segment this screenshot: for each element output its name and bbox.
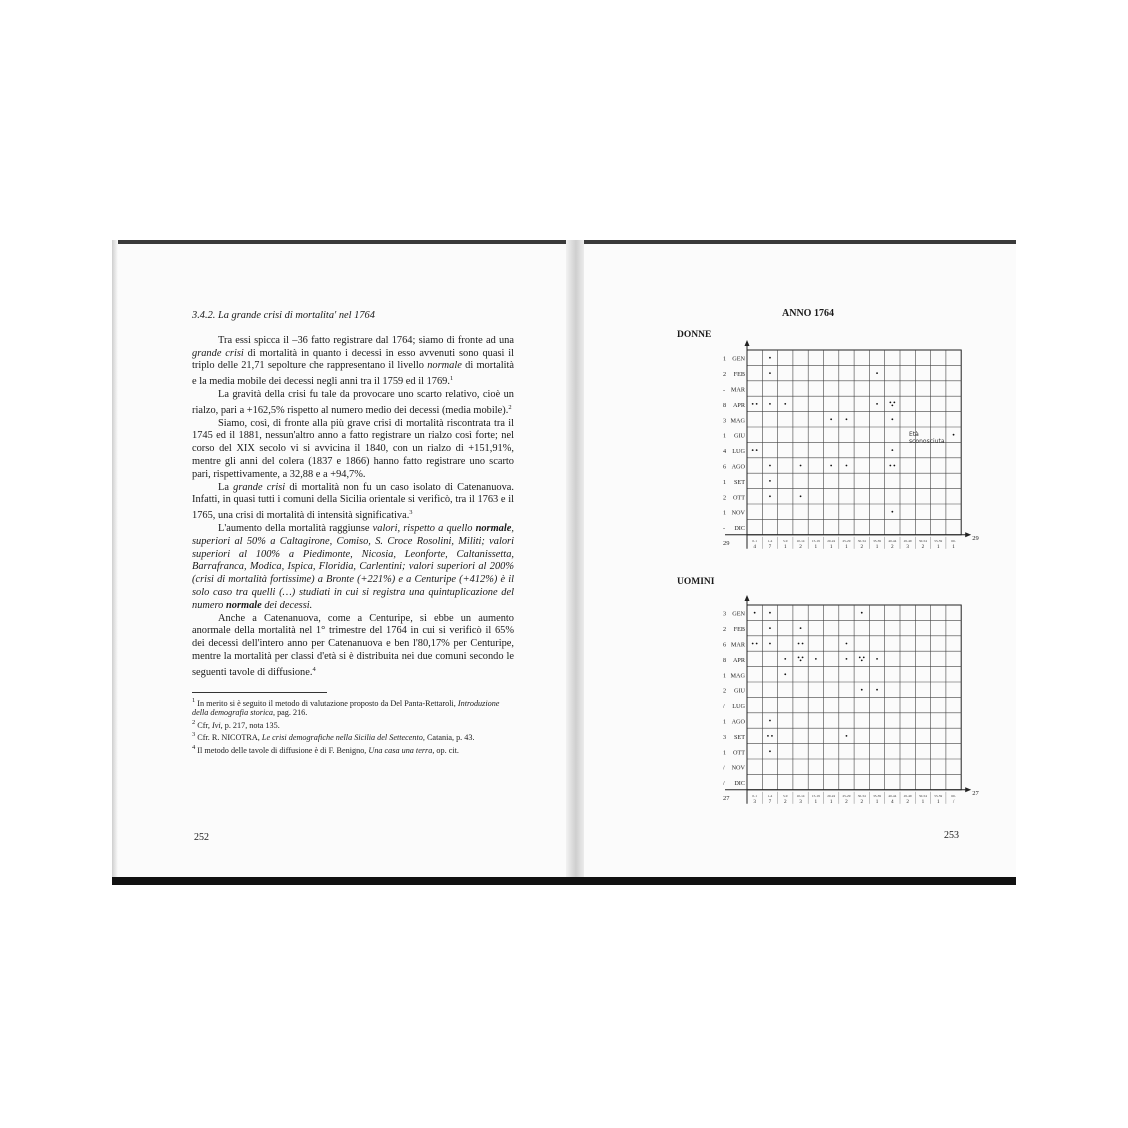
- donne-month-label: NOV: [731, 509, 745, 517]
- donne-age-count: 1: [936, 543, 940, 550]
- donne-death-point: [893, 465, 895, 467]
- uomini-month-label: APR: [732, 656, 745, 664]
- donne-death-point: [769, 357, 771, 359]
- donne-x-arrow: [965, 532, 971, 537]
- chart-main-title: ANNO 1764: [782, 308, 834, 319]
- paragraph-4: [192, 482, 514, 523]
- donne-death-point: [769, 403, 771, 405]
- uomini-age-label: 35-39: [873, 793, 882, 798]
- donne-age-count: 1: [814, 543, 818, 550]
- uomini-month-label: GIU: [734, 687, 745, 695]
- uomini-death-point: [767, 735, 769, 737]
- uomini-month-label: DIC: [734, 780, 745, 788]
- uomini-age-count: /: [952, 798, 955, 805]
- donne-age-label: 60-: [951, 538, 956, 543]
- donne-age-count: 1: [845, 543, 848, 550]
- uomini-month-count: 8: [723, 656, 727, 664]
- uomini-month-label: FEB: [733, 626, 745, 634]
- uomini-month-count: 3: [723, 733, 727, 741]
- footnotes: [192, 696, 514, 756]
- donne-month-label: GEN: [732, 355, 745, 363]
- donne-month-count: -: [723, 525, 726, 533]
- donne-month-count: 8: [723, 401, 727, 409]
- donne-death-point: [876, 372, 878, 374]
- footnote-number: 2: [192, 718, 196, 726]
- chart-uomini: [702, 595, 979, 820]
- donne-death-point: [891, 418, 893, 420]
- donne-month-label: GIU: [734, 432, 745, 440]
- p4-text-2: di mortalità non fu un caso isolato di Catenanuova. Infatti, in quasi tutti i comuni della Sicilia orientale si verificò, tra il 1763 e il 1765, una crisi di mortalità di intensità significativa.: [192, 481, 514, 522]
- footnote-ref: 3: [409, 509, 413, 517]
- uomini-death-point: [754, 612, 756, 614]
- uomini-age-label: 50-54: [918, 793, 927, 798]
- donne-month-count: 6: [723, 463, 727, 471]
- page-number-right: 253: [944, 830, 959, 841]
- paragraph-6: [192, 613, 514, 680]
- uomini-death-point: [769, 627, 771, 629]
- uomini-age-count: 1: [936, 798, 940, 805]
- donne-age-label: 1-4: [767, 538, 773, 543]
- uomini-month-count: 2: [723, 687, 727, 695]
- footnote-1: [192, 696, 514, 718]
- uomini-age-count: 1: [921, 798, 925, 805]
- paragraph-1: [192, 335, 514, 389]
- donne-month-label: DIC: [734, 525, 745, 533]
- uomini-month-label: OTT: [732, 749, 745, 757]
- donne-death-point: [830, 465, 832, 467]
- donne-age-count: 2: [891, 543, 894, 550]
- uomini-death-point: [784, 673, 786, 675]
- chart-title-uomini: UOMINI: [677, 577, 715, 587]
- donne-death-point: [891, 405, 893, 407]
- footnote-2: [192, 718, 514, 731]
- uomini-death-point: [800, 627, 802, 629]
- uomini-death-point: [859, 657, 861, 659]
- donne-death-point: [893, 402, 895, 404]
- donne-age-label: 5-9: [782, 538, 788, 543]
- donne-age-label: 10-14: [796, 538, 805, 543]
- p5-italic-3: dei decessi.: [261, 599, 313, 611]
- uomini-death-point: [752, 643, 754, 645]
- donne-month-label: AGO: [731, 463, 745, 471]
- uomini-month-count: 2: [723, 626, 727, 634]
- donne-month-label: OTT: [732, 494, 745, 502]
- left-page-text: [192, 310, 514, 755]
- uomini-month-count: 3: [723, 610, 727, 618]
- uomini-month-label: AGO: [731, 718, 745, 726]
- donne-death-point: [846, 465, 848, 467]
- donne-death-point: [830, 418, 832, 420]
- donne-death-point: [953, 434, 955, 436]
- donne-age-count: 1: [875, 543, 879, 550]
- p5-text: L'aumento della mortalità raggiunse: [218, 522, 373, 534]
- donne-age-count: 4: [753, 543, 756, 550]
- footnote-text: , pag. 216.: [272, 708, 308, 718]
- p4-italic: grande crisi: [233, 481, 286, 493]
- donne-death-point: [769, 465, 771, 467]
- donne-month-count: 4: [723, 448, 727, 456]
- donne-month-count: 1: [723, 509, 727, 517]
- uomini-death-point: [861, 660, 863, 662]
- uomini-death-point: [861, 689, 863, 691]
- uomini-month-label: SET: [733, 733, 745, 741]
- p5-italic: valori, rispetto a quello: [372, 522, 476, 534]
- donne-death-point: [769, 480, 771, 482]
- footnote-text: In merito si è seguito il metodo di valutazione proposto da Del Panta-Rettaroli,: [195, 698, 458, 708]
- book-spread: [112, 240, 1016, 885]
- footnote-ref: 1: [449, 375, 454, 383]
- uomini-month-count: /: [723, 703, 725, 711]
- chart-title-donne: DONNE: [677, 330, 712, 340]
- donne-age-label: 25-29: [842, 538, 851, 543]
- footnote-text: , op. cit.: [432, 745, 459, 755]
- side-note-eta-sconosciuta: [909, 431, 945, 445]
- uomini-month-label: MAG: [730, 672, 745, 680]
- uomini-age-label: 5-9: [782, 793, 788, 798]
- donne-age-label: 50-54: [918, 538, 927, 543]
- donne-death-point: [846, 418, 848, 420]
- donne-month-count: 3: [723, 417, 727, 425]
- uomini-month-count: /: [723, 780, 725, 788]
- uomini-death-point: [784, 658, 786, 660]
- donne-age-label: 15-19: [811, 538, 820, 543]
- uomini-age-label: 30-34: [857, 793, 866, 798]
- donne-month-label: SET: [733, 478, 745, 486]
- uomini-age-label: 10-14: [796, 793, 805, 798]
- footnote-rule: [192, 692, 327, 693]
- p6-text: Anche a Catenanuova, come a Centuripe, si ebbe un aumento anormale della mortalità nel 1° trimestre del 1764 in cui si verificò il 65% dei decessi dell'intero anno per Catenanuova e ben l'80,17% per Centuripe, mentre la mortalità per classi d'età si è distribuita nei due comuni secondo le seguenti tavole di diffusione.: [192, 612, 514, 678]
- donne-total-left: 29: [723, 539, 730, 547]
- donne-death-point: [891, 511, 893, 513]
- uomini-death-point: [846, 658, 848, 660]
- side-note-line: Età: [909, 431, 919, 438]
- donne-month-label: MAG: [730, 417, 745, 425]
- page-top-edge: [112, 240, 1016, 244]
- uomini-age-label: 20-24: [827, 793, 836, 798]
- uomini-death-point: [771, 735, 773, 737]
- donne-age-label: 45-49: [903, 538, 912, 543]
- paragraph-3: Siamo, così, di fronte alla più grave crisi di mortalità riscontrata tra il 1745 ed il 1881, nessun'altro anno a fatto registrare un rialzo così forte; nel corso del XIX secolo vi si avvicina il 1840, con un rialzo di +151,91%, mentre gli anni del colera (1837 e 1866) hanno fatto registrare uno scarto pari, rispettivamente, a 32,88 e a +94,7%.: [192, 417, 514, 480]
- uomini-death-point: [769, 612, 771, 614]
- footnote-number: 3: [192, 731, 196, 739]
- p1-italic-2: normale: [427, 360, 462, 372]
- donne-month-count: 1: [723, 432, 727, 440]
- donne-month-count: 2: [723, 494, 727, 502]
- uomini-month-count: 1: [723, 718, 727, 726]
- uomini-month-count: 6: [723, 641, 727, 649]
- uomini-age-count: 2: [783, 798, 787, 805]
- uomini-month-count: /: [723, 764, 725, 772]
- donne-death-point: [784, 403, 786, 405]
- donne-month-count: 1: [723, 355, 727, 363]
- uomini-age-label: 25-29: [842, 793, 851, 798]
- donne-age-count: 1: [783, 543, 787, 550]
- donne-age-label: 35-39: [873, 538, 882, 543]
- uomini-age-label: 1-4: [767, 793, 773, 798]
- donne-age-label: 20-24: [827, 538, 836, 543]
- donne-age-count: 3: [906, 543, 909, 550]
- donne-death-point: [756, 449, 758, 451]
- uomini-month-label: LUG: [732, 703, 745, 711]
- donne-death-point: [876, 403, 878, 405]
- uomini-age-label: 45-49: [903, 793, 912, 798]
- paragraph-2: [192, 389, 514, 418]
- p1-text-2: di mortalità in quanto i decessi in esso avvenuti sono quasi il triplo delle 21,71 sepolture che rappresentano il livello: [192, 347, 515, 372]
- p5-italic-2: , superiori al 50% a Caltagirone, Comiso, S. Croce Rosolini, Militi; valori superiori al 100% a Piedimonte, Nicosia, Leonforte, Caltanissetta, Barrafranca, Modica, Ispica, Floridia, Carlentini; valori superiori al 200% (crisi di mortalità fortissime) a Bronte (+221%) e a Centuripe (+412%) è il solo caso tra quelli (…) studiati in cui si registra una quintuplicazione del numero: [192, 522, 514, 611]
- p4-text: La: [218, 481, 234, 493]
- uomini-month-count: 1: [723, 672, 727, 680]
- p1-text: Tra essi spicca il –36 fatto registrare dal 1764; siamo di fronte ad una: [218, 334, 514, 346]
- footnote-3: [192, 730, 514, 743]
- uomini-age-count: 2: [906, 798, 909, 805]
- footnote-italic: Introduzione della demografia storica: [192, 698, 500, 718]
- uomini-death-point: [861, 612, 863, 614]
- uomini-age-count: 1: [875, 798, 879, 805]
- p5-bold-2: normale: [225, 599, 262, 611]
- uomini-total-right: 27: [972, 789, 979, 797]
- donne-death-point: [800, 495, 802, 497]
- donne-month-label: MAR: [730, 386, 745, 394]
- footnote-ref: 2: [508, 403, 512, 411]
- uomini-death-point: [802, 657, 804, 659]
- uomini-age-count: 2: [860, 798, 864, 805]
- donne-death-point: [769, 495, 771, 497]
- donne-death-point: [889, 402, 891, 404]
- donne-y-arrow: [745, 340, 750, 346]
- uomini-death-point: [876, 658, 878, 660]
- uomini-death-point: [863, 657, 865, 659]
- donne-death-point: [800, 465, 802, 467]
- footnote-text: , Catania, p. 43.: [422, 733, 475, 743]
- donne-death-point: [891, 449, 893, 451]
- uomini-death-point: [846, 735, 848, 737]
- uomini-death-point: [769, 643, 771, 645]
- uomini-death-point: [802, 643, 804, 645]
- donne-month-count: -: [723, 386, 726, 394]
- paragraph-5: [192, 523, 514, 613]
- page-number-left: 252: [194, 832, 209, 843]
- footnote-italic: Una casa una terra: [368, 745, 433, 755]
- uomini-total-left: 27: [723, 794, 730, 802]
- donne-age-count: 7: [768, 543, 772, 550]
- uomini-age-count: 3: [753, 798, 756, 805]
- p5-bold: normale: [475, 522, 512, 534]
- p1-text-3: di mortalità e la media mobile dei decessi negli anni tra il 1759 ed il 1769.: [192, 360, 514, 388]
- side-note-line: sconosciuta: [909, 438, 945, 445]
- uomini-month-count: 1: [723, 749, 727, 757]
- page-bottom-edge: [112, 877, 1016, 885]
- book-gutter: [566, 240, 584, 885]
- p2-text: La gravità della crisi fu tale da provocare uno scarto relativo, cioè un rialzo, pari a +162,5% rispetto al numero medio dei decessi (media mobile).: [192, 388, 514, 416]
- footnote-italic: Le crisi demografiche nella Sicilia del Settecento: [261, 733, 423, 743]
- donne-month-label: LUG: [732, 448, 745, 456]
- donne-age-label: 30-34: [857, 538, 866, 543]
- uomini-death-point: [769, 720, 771, 722]
- footnote-text: , p. 217, nota 135.: [220, 720, 280, 730]
- uomini-death-point: [798, 643, 800, 645]
- donne-month-label: APR: [732, 401, 745, 409]
- uomini-month-label: NOV: [731, 764, 745, 772]
- donne-month-label: FEB: [733, 371, 745, 379]
- uomini-death-point: [815, 658, 817, 660]
- footnote-italic: Ivi: [211, 720, 221, 730]
- uomini-age-label: 15-19: [811, 793, 820, 798]
- uomini-age-count: 1: [829, 798, 833, 805]
- donne-death-point: [756, 403, 758, 405]
- uomini-death-point: [756, 643, 758, 645]
- donne-age-count: 2: [860, 543, 864, 550]
- uomini-age-label: 40-44: [888, 793, 897, 798]
- donne-age-count: 2: [921, 543, 925, 550]
- footnote-4: [192, 743, 514, 756]
- section-title: 3.4.2. La grande crisi di mortalita' nel 1764: [192, 310, 375, 321]
- uomini-age-label: 55-59: [934, 793, 943, 798]
- footnote-number: 4: [192, 743, 196, 751]
- footnote-number: 1: [192, 696, 196, 704]
- donne-death-point: [769, 372, 771, 374]
- uomini-age-count: 2: [845, 798, 848, 805]
- donne-month-count: 1: [723, 478, 727, 486]
- uomini-age-count: 3: [799, 798, 802, 805]
- uomini-death-point: [846, 643, 848, 645]
- uomini-age-count: 1: [814, 798, 818, 805]
- uomini-x-arrow: [965, 787, 971, 792]
- donne-age-label: 0-1: [752, 538, 757, 543]
- uomini-month-label: MAR: [730, 641, 745, 649]
- footnote-ref: 4: [312, 665, 316, 673]
- donne-age-count: 1: [952, 543, 955, 550]
- uomini-y-arrow: [745, 595, 750, 601]
- footnote-text: Il metodo delle tavole di diffusione è di F. Benigno,: [195, 745, 369, 755]
- uomini-death-point: [769, 750, 771, 752]
- donne-age-count: 2: [799, 543, 802, 550]
- p1-italic: grande crisi: [192, 347, 244, 359]
- uomini-death-point: [798, 657, 800, 659]
- left-page-shadow: [112, 240, 118, 885]
- donne-age-label: 55-59: [934, 538, 943, 543]
- uomini-month-label: GEN: [732, 610, 745, 618]
- donne-age-count: 1: [829, 543, 833, 550]
- uomini-death-point: [876, 689, 878, 691]
- footnote-text: Cfr. R. NICOTRA,: [195, 733, 262, 743]
- donne-total-right: 29: [972, 534, 979, 542]
- donne-death-point: [752, 403, 754, 405]
- uomini-age-count: 4: [891, 798, 894, 805]
- footnote-text: Cfr,: [195, 720, 212, 730]
- donne-age-label: 40-44: [888, 538, 897, 543]
- donne-month-count: 2: [723, 371, 727, 379]
- uomini-age-label: 60-: [951, 793, 956, 798]
- uomini-age-label: 0-1: [752, 793, 757, 798]
- uomini-age-count: 7: [768, 798, 772, 805]
- donne-death-point: [889, 465, 891, 467]
- donne-death-point: [752, 449, 754, 451]
- uomini-death-point: [800, 660, 802, 662]
